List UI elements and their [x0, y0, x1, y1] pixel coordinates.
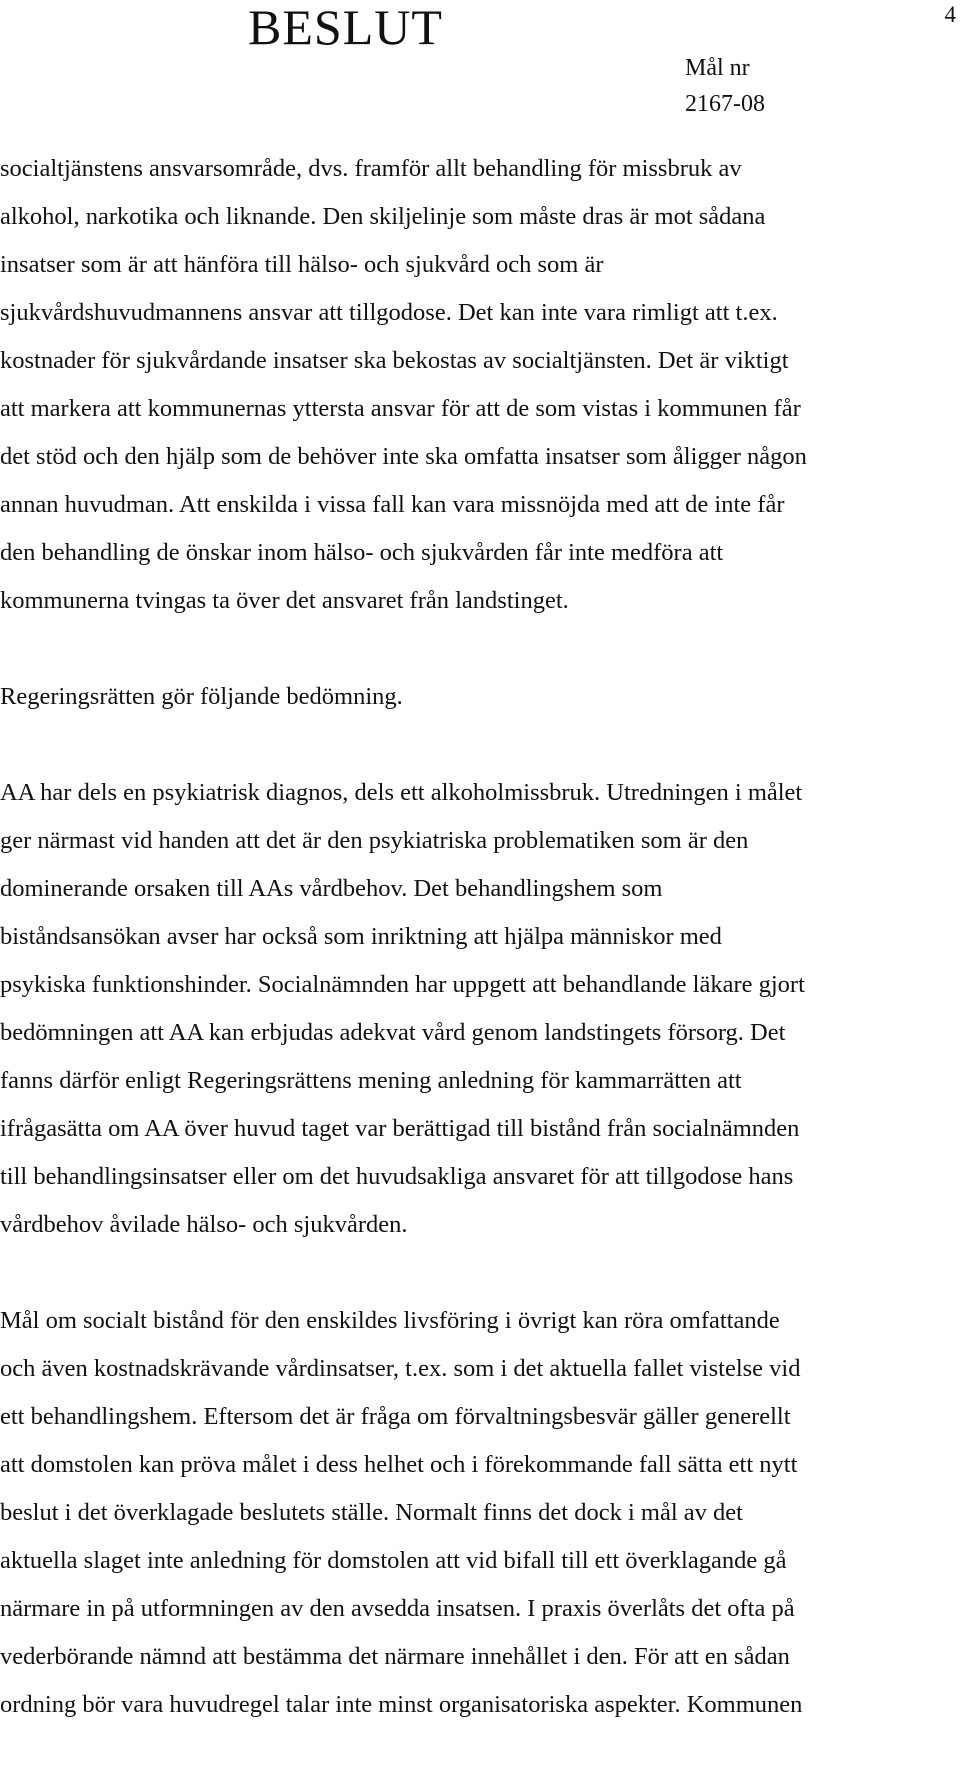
text-line: närmare in på utformningen av den avsedda insatsen. I praxis överlåts det ofta på: [0, 1595, 795, 1622]
case-number-label: Mål nr: [685, 55, 750, 81]
text-line: aktuella slaget inte anledning för domstolen att vid bifall till ett överklagande gå: [0, 1547, 787, 1574]
text-line: att markera att kommunernas yttersta ansvar för att de som vistas i kommunen får: [0, 395, 801, 422]
document-title: BESLUT: [248, 0, 443, 55]
text-line: vårdbehov åvilade hälso- och sjukvården.: [0, 1211, 408, 1238]
text-line: alkohol, narkotika och liknande. Den skiljelinje som måste dras är mot sådana: [0, 203, 766, 230]
text-line: beslut i det överklagade beslutets ställe. Normalt finns det dock i mål av det: [0, 1499, 743, 1526]
text-line: fanns därför enligt Regeringsrättens mening anledning för kammarrätten att: [0, 1067, 742, 1094]
text-line: socialtjänstens ansvarsområde, dvs. framför allt behandling för missbruk av: [0, 155, 742, 182]
text-line: den behandling de önskar inom hälso- och sjukvården får inte medföra att: [0, 539, 724, 566]
paragraph: [0, 1297, 956, 1729]
paragraph: [0, 145, 956, 625]
text-line: till behandlingsinsatser eller om det huvudsakliga ansvaret för att tillgodose hans: [0, 1163, 794, 1190]
text-line: psykiska funktionshinder. Socialnämnden har uppgett att behandlande läkare gjort: [0, 971, 805, 998]
text-line: annan huvudman. Att enskilda i vissa fall kan vara missnöjda med att de inte får: [0, 491, 785, 518]
text-line: Regeringsrätten gör följande bedömning.: [0, 683, 403, 710]
text-line: det stöd och den hjälp som de behöver inte ska omfatta insatser som åligger någon: [0, 443, 807, 470]
text-line: insatser som är att hänföra till hälso- och sjukvård och som är: [0, 251, 604, 278]
document-body: [0, 145, 956, 1777]
text-line: och även kostnadskrävande vårdinsatser, t.ex. som i det aktuella fallet vistelse vid: [0, 1355, 801, 1382]
text-line: biståndsansökan avser har också som inriktning att hjälpa människor med: [0, 923, 722, 950]
text-line: ordning bör vara huvudregel talar inte minst organisatoriska aspekter. Kommunen: [0, 1691, 803, 1718]
case-number: 2167-08: [685, 91, 765, 117]
text-line: bedömningen att AA kan erbjudas adekvat vård genom landstingets försorg. Det: [0, 1019, 786, 1046]
text-line: ett behandlingshem. Eftersom det är fråga om förvaltningsbesvär gäller generellt: [0, 1403, 791, 1430]
text-line: vederbörande nämnd att bestämma det närmare innehållet i den. För att en sådan: [0, 1643, 790, 1670]
text-line: kommunerna tvingas ta över det ansvaret från landstinget.: [0, 587, 569, 614]
text-line: ger närmast vid handen att det är den psykiatriska problematiken som är den: [0, 827, 749, 854]
text-line: ifrågasätta om AA över huvud taget var berättigad till bistånd från socialnämnden: [0, 1115, 800, 1142]
text-line: AA har dels en psykiatrisk diagnos, dels ett alkoholmissbruk. Utredningen i målet: [0, 779, 803, 806]
text-line: att domstolen kan pröva målet i dess helhet och i förekommande fall sätta ett nytt: [0, 1451, 798, 1478]
text-line: kostnader för sjukvårdande insatser ska bekostas av socialtjänsten. Det är viktigt: [0, 347, 789, 374]
paragraph: [0, 673, 956, 721]
text-line: sjukvårdshuvudmannens ansvar att tillgodose. Det kan inte vara rimligt att t.ex.: [0, 299, 778, 326]
text-line: dominerande orsaken till AAs vårdbehov. Det behandlingshem som: [0, 875, 663, 902]
page-number: 4: [944, 2, 956, 27]
paragraph: [0, 769, 956, 1249]
text-line: Mål om socialt bistånd för den enskildes livsföring i övrigt kan röra omfattande: [0, 1307, 780, 1334]
